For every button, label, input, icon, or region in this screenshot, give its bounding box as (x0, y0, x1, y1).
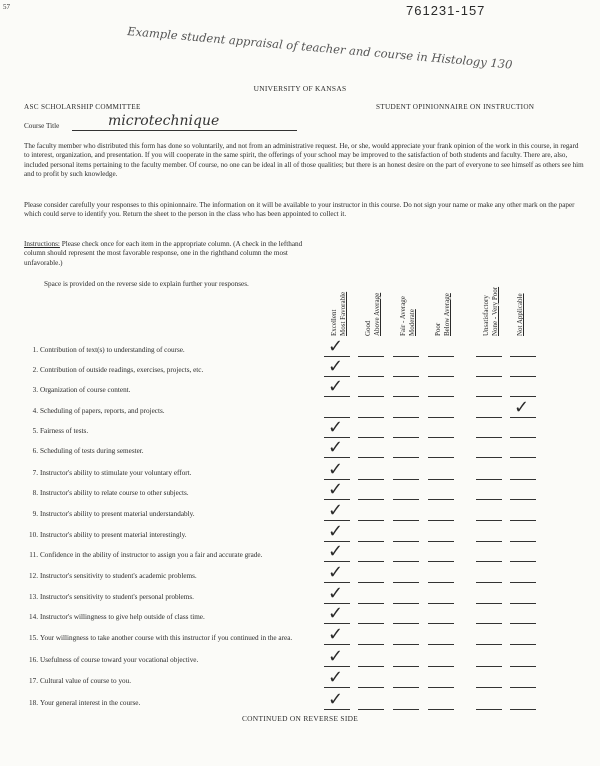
column-header-5 (516, 246, 546, 336)
item-text: Usefulness of course toward your vocational objective. (40, 656, 199, 664)
response-blank[interactable] (428, 479, 454, 480)
column-header-line1: Unsatisfactory (482, 295, 490, 336)
response-blank[interactable] (393, 709, 419, 710)
response-blank[interactable] (476, 666, 502, 667)
survey-item (32, 407, 315, 416)
response-blank[interactable] (393, 356, 419, 357)
response-blank[interactable] (510, 666, 536, 667)
response-blank[interactable] (476, 603, 502, 604)
check-mark: ✓ (328, 583, 344, 604)
check-mark: ✓ (328, 689, 344, 710)
survey-item (32, 510, 315, 519)
item-number: 1. (32, 346, 38, 354)
response-blank[interactable] (428, 709, 454, 710)
response-blank[interactable] (393, 479, 419, 480)
item-number: 5. (32, 427, 38, 435)
university-heading: UNIVERSITY OF KANSAS (253, 84, 347, 93)
response-blank[interactable] (510, 644, 536, 645)
response-blank[interactable] (393, 520, 419, 521)
response-blank[interactable] (428, 541, 454, 542)
response-blank[interactable] (476, 417, 502, 418)
column-header-line2: Not Applicable (516, 293, 524, 336)
response-blank[interactable] (476, 437, 502, 438)
check-mark: ✓ (328, 500, 344, 521)
response-blank[interactable] (428, 499, 454, 500)
response-blank[interactable] (510, 541, 536, 542)
item-number: 11. (29, 551, 38, 559)
response-blank[interactable] (358, 623, 384, 624)
response-blank[interactable] (393, 644, 419, 645)
response-blank[interactable] (358, 709, 384, 710)
course-title-line (72, 130, 297, 131)
column-header-0 (330, 246, 360, 336)
instructions-text: Please check once for each item in the appropriate column. (A check in the lefthand column should represent the most favorable response, one in the righthand column the most unfavorable.) (24, 240, 303, 267)
survey-item (29, 551, 315, 560)
response-blank[interactable] (476, 582, 502, 583)
response-blank[interactable] (358, 666, 384, 667)
check-mark: ✓ (328, 459, 344, 480)
response-blank[interactable] (476, 644, 502, 645)
survey-item (29, 677, 315, 686)
item-text: Cultural value of course to you. (40, 677, 132, 685)
response-blank[interactable] (510, 687, 536, 688)
column-header-line1: Poor (434, 322, 442, 336)
response-blank[interactable] (428, 603, 454, 604)
item-number: 4. (32, 407, 38, 415)
check-mark: ✓ (328, 336, 344, 357)
column-header-line2: Below Average (443, 293, 451, 336)
column-header-3 (434, 246, 464, 336)
column-header-line2: Above Average (373, 292, 381, 336)
response-blank[interactable] (358, 457, 384, 458)
response-blank[interactable] (428, 520, 454, 521)
instructions-label: Instructions: (24, 240, 60, 248)
item-text: Scheduling of papers, reports, and projects. (40, 407, 165, 415)
item-text: Contribution of text(s) to understanding of course. (40, 346, 185, 354)
item-text: Your willingness to take another course with this instructor if you continued in the area. (40, 634, 293, 642)
response-blank[interactable] (428, 457, 454, 458)
response-blank[interactable] (428, 644, 454, 645)
item-text: Organization of course content. (40, 386, 131, 394)
column-header-line2: None - Very Poor (491, 286, 499, 336)
response-blank[interactable] (393, 376, 419, 377)
response-blank[interactable] (393, 603, 419, 604)
item-number: 14. (29, 613, 38, 621)
response-blank[interactable] (358, 561, 384, 562)
check-mark: ✓ (328, 646, 344, 667)
response-blank[interactable] (476, 356, 502, 357)
response-blank[interactable] (476, 687, 502, 688)
response-blank[interactable] (358, 356, 384, 357)
column-header-line2: Most Favorable (339, 291, 347, 336)
item-text: Instructor's ability to relate course to other subjects. (40, 489, 189, 497)
response-blank[interactable] (358, 520, 384, 521)
response-blank[interactable] (428, 417, 454, 418)
check-mark: ✓ (328, 437, 344, 458)
response-blank[interactable] (510, 561, 536, 562)
survey-item (32, 469, 315, 478)
item-number: 18. (29, 699, 38, 707)
response-blank[interactable] (476, 561, 502, 562)
response-blank[interactable] (358, 644, 384, 645)
document-number: 761231-157 (406, 3, 486, 18)
response-blank[interactable] (428, 561, 454, 562)
response-blank[interactable] (358, 417, 384, 418)
check-mark: ✓ (328, 521, 344, 542)
item-text: Contribution of outside readings, exercises, projects, etc. (40, 366, 204, 374)
course-title-value: microtechnique (108, 113, 220, 129)
response-blank[interactable] (428, 582, 454, 583)
check-mark: ✓ (328, 603, 344, 624)
check-mark: ✓ (328, 541, 344, 562)
survey-item (29, 613, 315, 622)
item-number: 9. (32, 510, 38, 518)
response-blank[interactable] (510, 603, 536, 604)
check-mark: ✓ (328, 356, 344, 377)
check-mark: ✓ (328, 479, 344, 500)
response-blank[interactable] (510, 457, 536, 458)
survey-item (29, 634, 315, 643)
response-blank[interactable] (428, 623, 454, 624)
column-header-line1: Fair - Average (399, 296, 407, 336)
form-title: STUDENT OPINIONNAIRE ON INSTRUCTION (376, 103, 535, 111)
item-number: 2. (32, 366, 38, 374)
response-blank[interactable] (393, 687, 419, 688)
survey-item (32, 346, 315, 355)
survey-item (32, 386, 315, 395)
response-blank[interactable] (476, 396, 502, 397)
response-blank[interactable] (393, 457, 419, 458)
space-note: Space is provided on the reverse side to explain further your responses. (44, 280, 249, 288)
response-blank[interactable] (510, 356, 536, 357)
footer-continued: CONTINUED ON REVERSE SIDE (241, 714, 359, 723)
response-blank[interactable] (358, 541, 384, 542)
response-blank[interactable] (393, 417, 419, 418)
survey-item (29, 699, 315, 708)
column-header-line1: Excellent (330, 309, 338, 336)
check-mark: ✓ (328, 417, 344, 438)
response-blank[interactable] (476, 709, 502, 710)
item-number: 13. (29, 593, 38, 601)
instructions (24, 240, 314, 268)
response-blank[interactable] (476, 457, 502, 458)
response-blank[interactable] (358, 582, 384, 583)
response-blank[interactable] (358, 376, 384, 377)
survey-item (29, 531, 315, 540)
response-blank[interactable] (428, 437, 454, 438)
column-header-4 (482, 246, 512, 336)
response-blank[interactable] (358, 396, 384, 397)
item-text: Confidence in the ability of instructor to assign you a fair and accurate grade. (40, 551, 263, 559)
check-mark: ✓ (328, 624, 344, 645)
course-title-label: Course Title (24, 122, 60, 130)
item-text: Instructor's ability to present material interestingly. (40, 531, 187, 539)
survey-item (29, 656, 315, 665)
column-header-line1: Good (364, 320, 372, 336)
survey-item (32, 447, 315, 456)
response-blank[interactable] (510, 376, 536, 377)
survey-item (29, 593, 315, 602)
response-blank[interactable] (358, 479, 384, 480)
survey-item (29, 572, 315, 581)
response-blank[interactable] (510, 623, 536, 624)
response-blank[interactable] (358, 603, 384, 604)
survey-item (32, 489, 315, 498)
item-number: 12. (29, 572, 38, 580)
response-blank[interactable] (428, 687, 454, 688)
response-blank[interactable] (476, 479, 502, 480)
response-blank[interactable] (393, 396, 419, 397)
item-text: Instructor's willingness to give help outside of class time. (40, 613, 205, 621)
survey-item (32, 427, 315, 436)
response-blank[interactable] (393, 561, 419, 562)
item-text: Instructor's ability to stimulate your voluntary effort. (40, 469, 192, 477)
item-number: 3. (32, 386, 38, 394)
intro-paragraph: The faculty member who distributed this form has done so voluntarily, and not from an administrative request. He, or she, would appreciate your frank opinion of the work in this course, in regard to interest, organization, and presentation. If you will cooperate in the same spirit, the offerings of your school may be improved to the satisfaction of both students and faculty. There are, also, included personal items pertaining to the faculty member. Of course, no one can be ideal in all of those qualities; but there is an honest desire on the part of everyone to see himself as others see him and to profit by such knowledge. (24, 142, 584, 179)
response-blank[interactable] (358, 687, 384, 688)
response-blank[interactable] (510, 582, 536, 583)
response-blank[interactable] (358, 499, 384, 500)
check-mark: ✓ (514, 397, 530, 418)
response-blank[interactable] (428, 356, 454, 357)
response-blank[interactable] (428, 376, 454, 377)
response-blank[interactable] (393, 499, 419, 500)
response-blank[interactable] (428, 666, 454, 667)
response-blank[interactable] (393, 437, 419, 438)
column-header-2 (399, 246, 429, 336)
response-blank[interactable] (393, 666, 419, 667)
response-blank[interactable] (358, 437, 384, 438)
response-blank[interactable] (476, 520, 502, 521)
response-blank[interactable] (393, 541, 419, 542)
response-blank[interactable] (476, 376, 502, 377)
item-number: 10. (29, 531, 38, 539)
survey-item (32, 366, 315, 375)
item-text: Fairness of tests. (40, 427, 89, 435)
column-header-line2: Moderate (408, 309, 416, 336)
response-blank[interactable] (428, 396, 454, 397)
check-mark: ✓ (328, 667, 344, 688)
response-blank[interactable] (393, 582, 419, 583)
item-number: 16. (29, 656, 38, 664)
consider-paragraph: Please consider carefully your responses to this opinionnaire. The information on it will be available to your instructor in this course. Do not sign your name or make any other mark on the paper which could serve to identify you. Return the sheet to the person in the class who has been appointed to collect it. (24, 201, 575, 219)
response-blank[interactable] (476, 541, 502, 542)
response-blank[interactable] (510, 709, 536, 710)
item-number: 8. (32, 489, 38, 497)
committee-heading: ASC SCHOLARSHIP COMMITTEE (24, 103, 141, 111)
check-mark: ✓ (328, 562, 344, 583)
response-blank[interactable] (476, 623, 502, 624)
response-blank[interactable] (510, 520, 536, 521)
item-text: Instructor's sensitivity to student's personal problems. (40, 593, 194, 601)
response-blank[interactable] (476, 499, 502, 500)
item-number: 7. (32, 469, 38, 477)
response-blank[interactable] (510, 499, 536, 500)
response-blank[interactable] (393, 623, 419, 624)
check-mark: ✓ (328, 376, 344, 397)
item-text: Scheduling of tests during semester. (40, 447, 144, 455)
margin-mark: 57 (3, 3, 10, 11)
item-text: Instructor's ability to present material understandably. (40, 510, 195, 518)
item-text: Your general interest in the course. (40, 699, 141, 707)
item-number: 17. (29, 677, 38, 685)
item-number: 6. (32, 447, 38, 455)
item-number: 15. (29, 634, 38, 642)
item-text: Instructor's sensitivity to student's academic problems. (40, 572, 197, 580)
column-header-1 (364, 246, 394, 336)
handwritten-annotation: Example student appraisal of teacher and course in Histology 130 (126, 24, 513, 72)
response-blank[interactable] (510, 479, 536, 480)
response-blank[interactable] (510, 437, 536, 438)
